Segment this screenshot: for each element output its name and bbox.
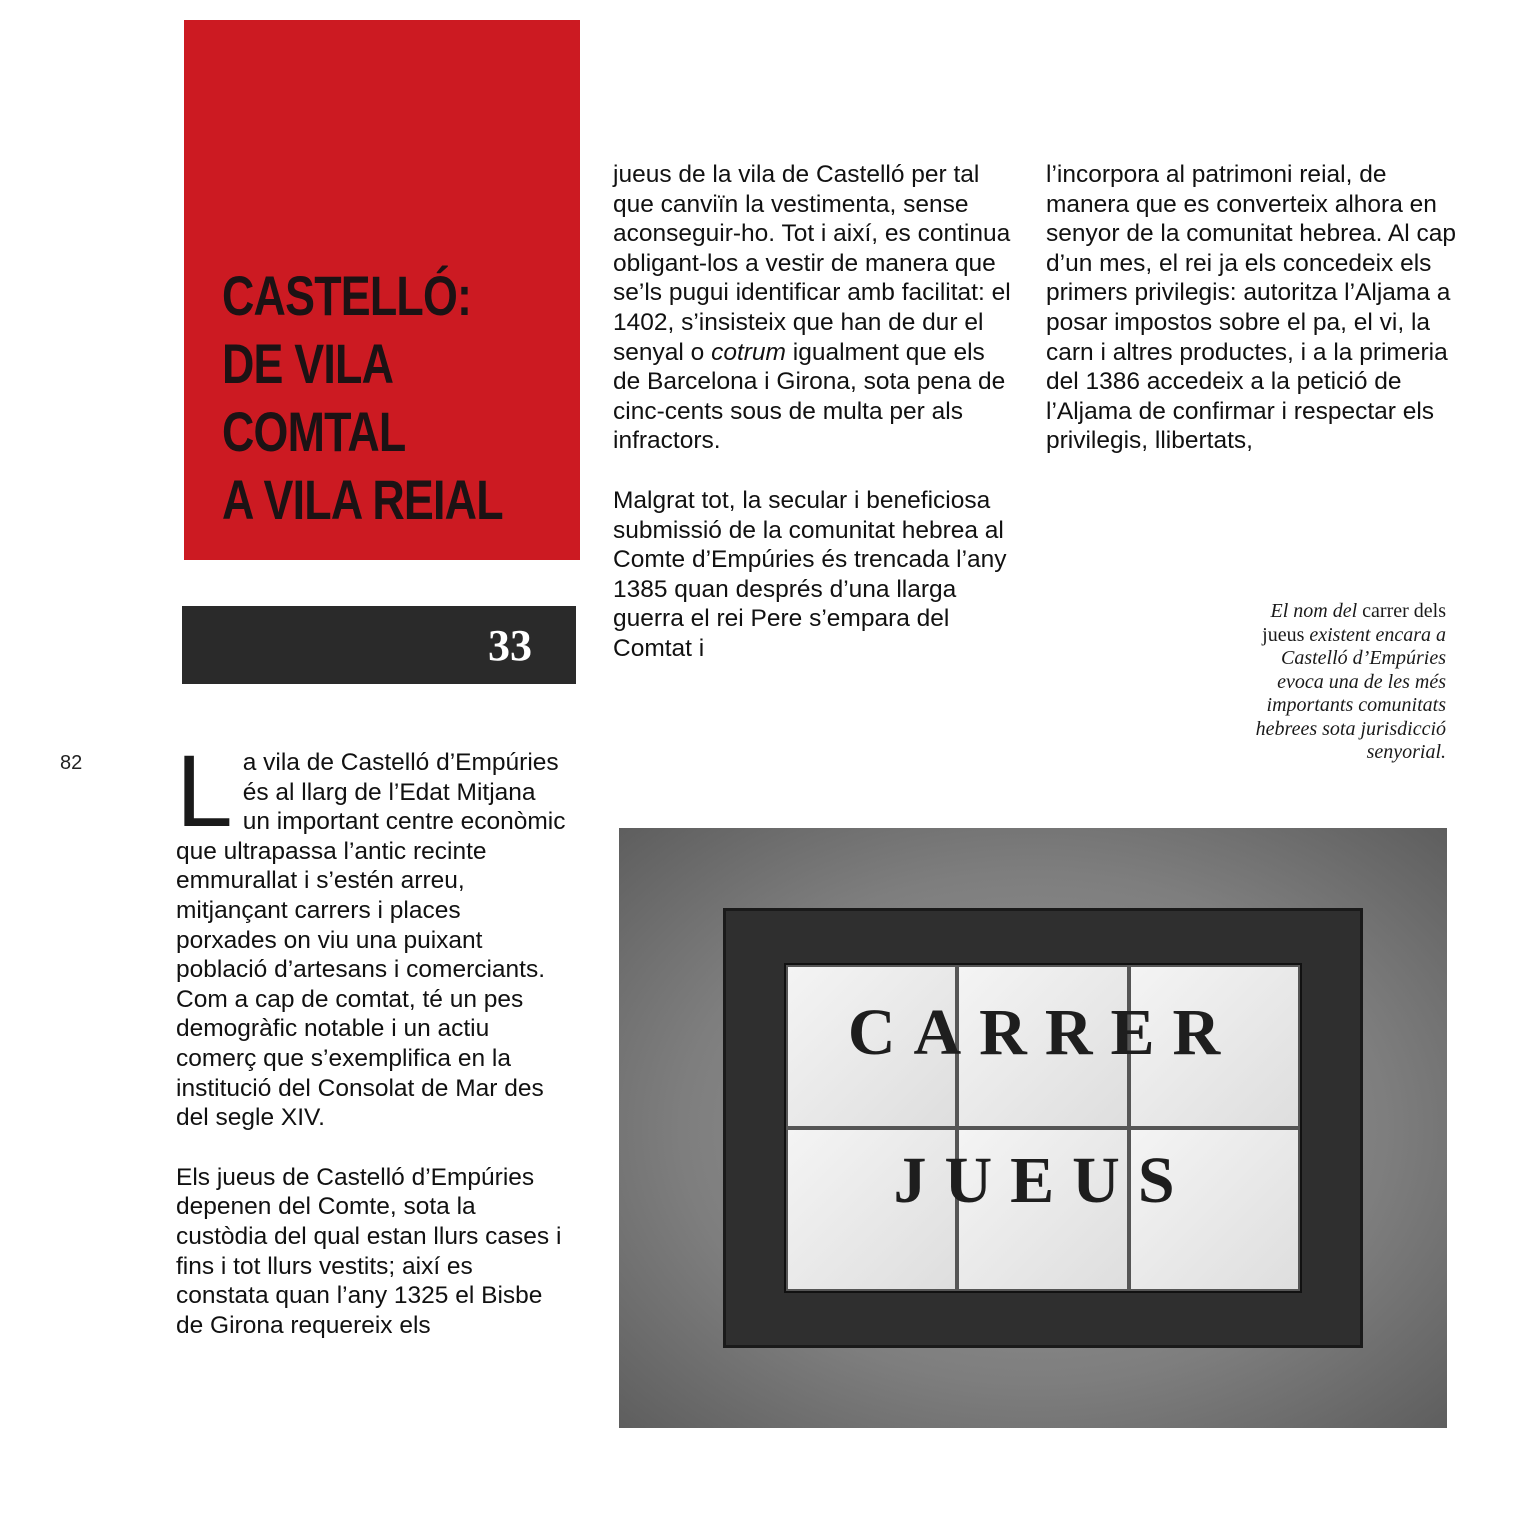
paragraph: Els jueus de Castelló d’Empúries depenen del Comte, sota la custòdia del qual estan llurs cases i fins i tot llurs vestits; així es constata quan l’any 1325 el Bisbe de Girona requereix els bbox=[176, 1163, 562, 1339]
tile-panel bbox=[784, 963, 1302, 1293]
page-number: 82 bbox=[60, 752, 83, 774]
chapter-number-bar bbox=[182, 606, 576, 684]
chapter-title bbox=[222, 262, 503, 534]
paragraph bbox=[613, 160, 1013, 456]
paragraph-text: jueus de la vila de Castelló per tal que canviïn la vestimenta, sense aconseguir-ho. Tot i així, es continua obligant-los a vestir de manera que se’ls pugui identificar amb facilitat: el 1402, s’insisteix que han de dur el senyal o bbox=[613, 161, 1011, 366]
caption-text: carrer dels jueus bbox=[1262, 600, 1446, 646]
paragraph-text: igualment que els de Barcelona i Girona, sota pena de cinc-cents sous de multa per als infractors. bbox=[613, 338, 1006, 455]
paragraph: Malgrat tot, la secular i beneficiosa submissió de la comunitat hebrea al Comte d’Empúries és trencada l’any 1385 quan després d’una llarga guerra el rei Pere s’empara del Comtat i bbox=[613, 486, 1007, 662]
sign-word-jueus: JUEUS bbox=[893, 1144, 1193, 1217]
paragraph-text: a vila de Castelló d’Empúries és al llarg de l’Edat Mitjana un important centre econòmic que ultrapassa l’antic recinte emmurallat i s’estén arreu, mitjançant carrers i places porxades on viu una puixant població d’artesans i comerciants. Com a cap de comtat, té un pes demogràfic notable i un actiu comerç que s’exemplifica en la institució del Consolat de Mar des del segle XIV. bbox=[176, 749, 566, 1132]
caption-italic: existent encara a Castelló d’Empúries evoca una de les més importants comunitats hebrees sota jurisdicció senyorial. bbox=[1255, 623, 1446, 763]
title-box bbox=[184, 20, 580, 560]
title-line: COMTAL bbox=[222, 400, 406, 463]
caption-italic: El nom del bbox=[1270, 600, 1358, 622]
text-column-1 bbox=[176, 734, 568, 1340]
paragraph bbox=[176, 734, 568, 1133]
sign-word-carrer: CARRER bbox=[847, 996, 1239, 1069]
drop-cap: L bbox=[176, 734, 233, 848]
text-column-3 bbox=[1046, 160, 1466, 456]
photo-caption bbox=[1236, 600, 1446, 765]
street-sign-photo bbox=[619, 828, 1447, 1428]
italic-term: cotrum bbox=[711, 338, 786, 366]
chapter-number: 33 bbox=[488, 621, 532, 670]
sign-frame bbox=[723, 908, 1363, 1348]
title-line: A VILA REIAL bbox=[222, 468, 503, 531]
text-column-2 bbox=[613, 160, 1013, 664]
title-line: CASTELLÓ: bbox=[222, 264, 472, 327]
paragraph: l’incorpora al patrimoni reial, de manera que es converteix alhora en senyor de la comunitat hebrea. Al cap d’un mes, el rei ja els concedeix els primers privilegis: autoritza l’Aljama a posar impostos sobre el pa, el vi, la carn i altres productes, i a la primeria del 1386 accedeix a la petició de l’Aljama de confirmar i respectar els privilegis, llibertats, bbox=[1046, 161, 1456, 455]
title-line: DE VILA bbox=[222, 332, 394, 395]
